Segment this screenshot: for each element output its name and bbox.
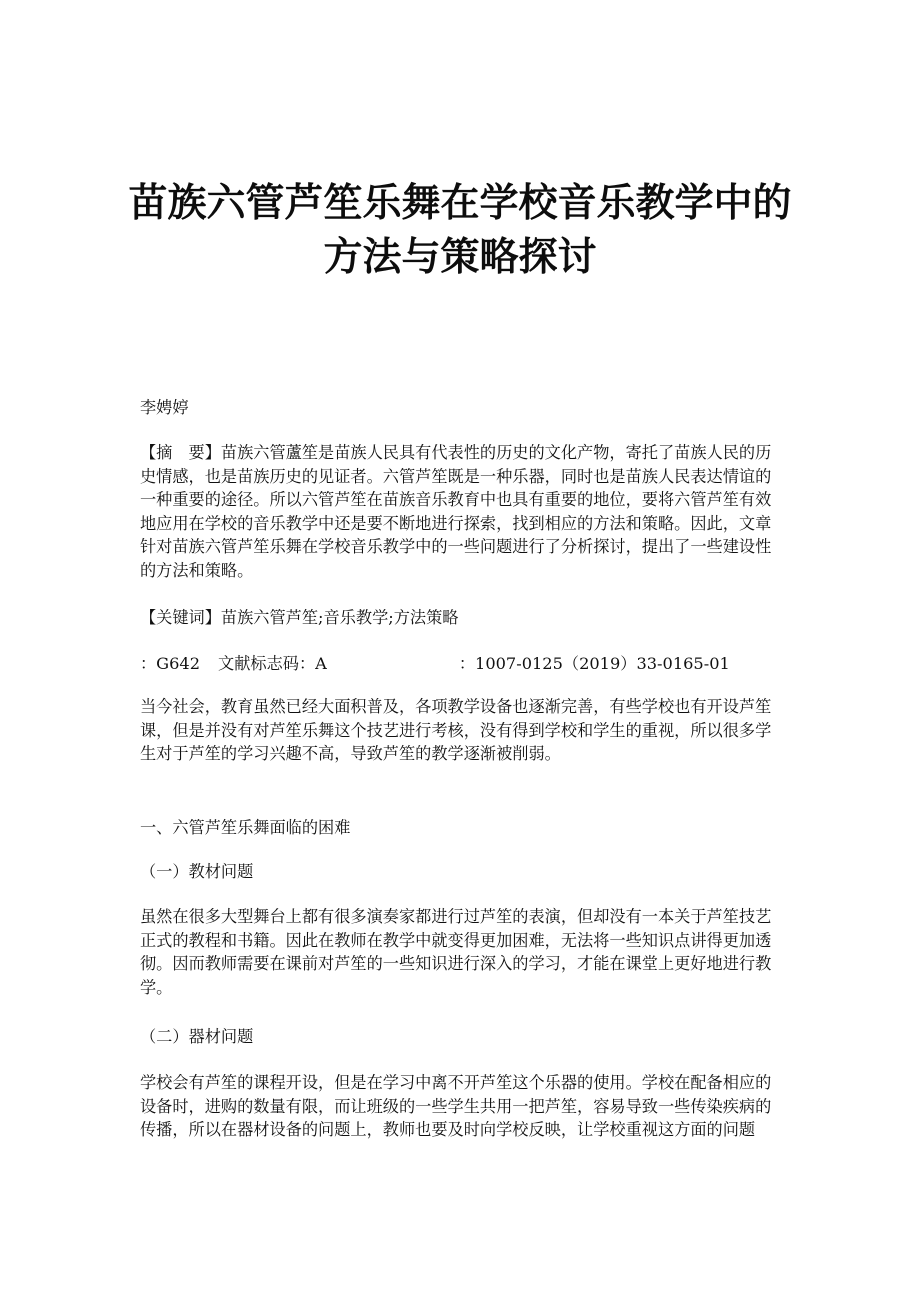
abstract-paragraph: 【摘 要】苗族六管蘆笙是苗族人民具有代表性的历史的文化产物，寄托了苗族人民的历史情感，也是苗族历史的见证者。六管芦笙既是一种乐器，同时也是苗族人民表达情谊的一种重要的途径。所以六管芦笙在苗族音乐教育中也具有重要的地位，要将六管芦笙有效地应用在学校的音乐教学中还是要不断地进行探索，找到相应的方法和策略。因此，文章针对苗族六管芦笙乐舞在学校音乐教学中的一些问题进行了分析探讨，提出了一些建设性的方法和策略。 <box>140 443 772 580</box>
section-heading-1: 一、六管芦笙乐舞面临的困难 <box>140 818 351 837</box>
keywords-line: 【关键词】苗族六管芦笙;音乐教学;方法策略 <box>140 608 459 627</box>
classification-line <box>140 652 780 676</box>
subsection-heading-textbook: （一）教材问题 <box>140 862 254 881</box>
document-code: 文献标志码：A <box>218 654 327 673</box>
textbook-paragraph: 虽然在很多大型舞台上都有很多演奏家都进行过芦笙的表演，但却没有一本关于芦笙技艺正式的教程和书籍。因此在教师在教学中就变得更加困难，无法将一些知识点讲得更加透彻。因而教师需要在课前对芦笙的一些知识进行深入的学习，才能在课堂上更好地进行教学。 <box>140 907 772 997</box>
intro-paragraph: 当今社会，教育虽然已经大面积普及，各项教学设备也逐渐完善，有些学校也有开设芦笙课，但是并没有对芦笙乐舞这个技艺进行考核，没有得到学校和学生的重视，所以很多学生对于芦笙的学习兴趣不高，导致芦笙的教学逐渐被削弱。 <box>140 697 772 763</box>
subsection-heading-equipment: （二）器材问题 <box>140 1027 254 1046</box>
paper-title <box>60 176 860 284</box>
author-name: 李娉婷 <box>140 398 189 417</box>
equipment-paragraph: 学校会有芦笙的课程开设，但是在学习中离不开芦笙这个乐器的使用。学校在配备相应的设备时，进购的数量有限，而让班级的一些学生共用一把芦笙，容易导致一些传染疾病的传播，所以在器材设备的问题上，教师也要及时向学校反映，让学校重视这方面的问题 <box>140 1073 772 1139</box>
paper-title-line-1: 苗族六管芦笙乐舞在学校音乐教学中的 <box>128 180 792 226</box>
article-id: ：1007-0125（2019）33-0165-01 <box>458 654 730 673</box>
classification-number: ：G642 <box>140 654 201 673</box>
paper-title-line-2: 方法与策略探讨 <box>323 234 597 280</box>
